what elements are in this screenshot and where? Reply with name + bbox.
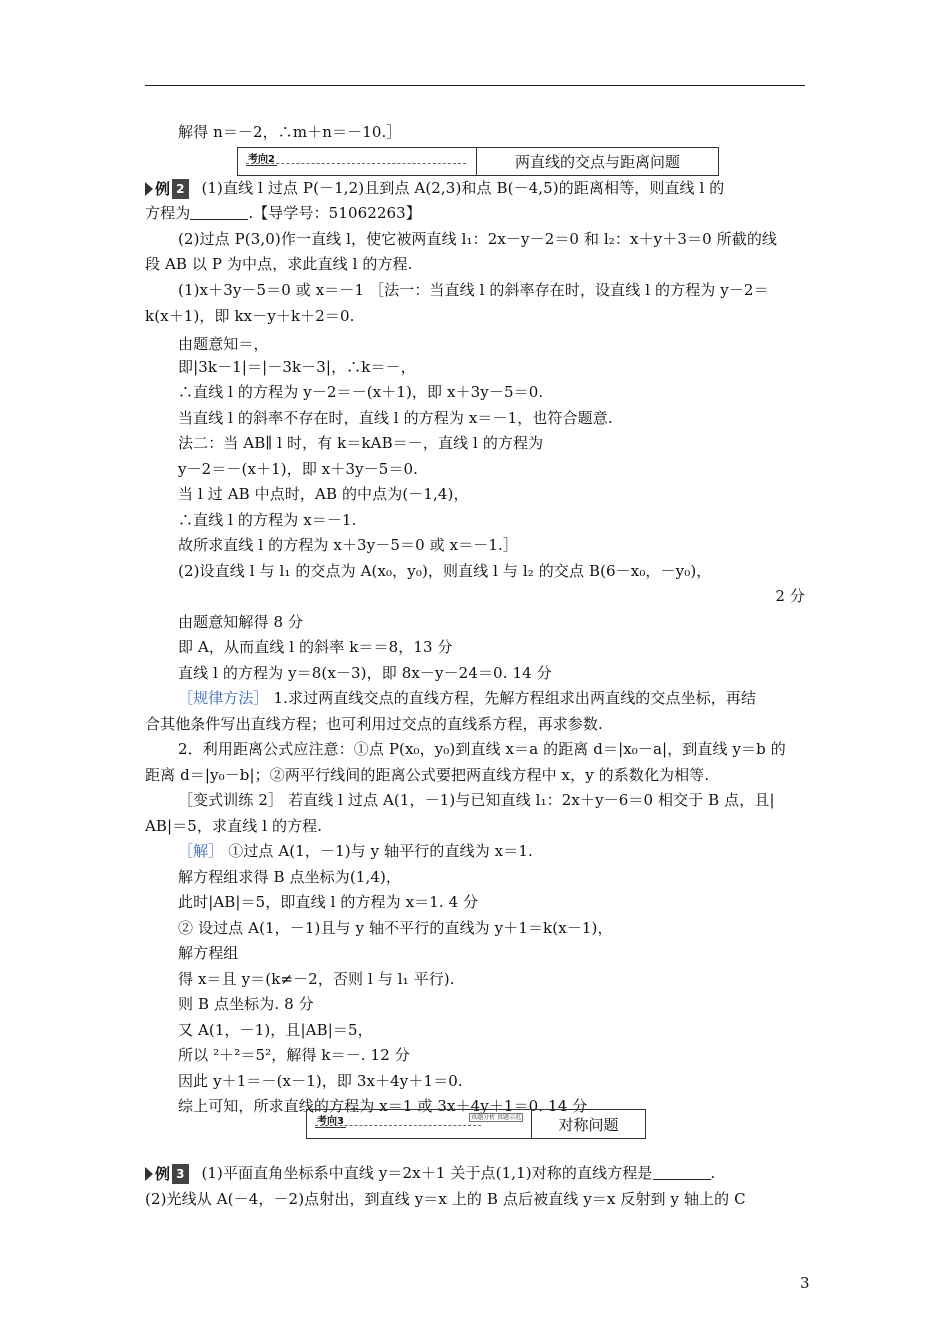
text-line: 解方程组 [178,944,239,962]
triangle-icon [145,1167,153,1181]
text-line: 解方程组求得 B 点坐标为(1,4)， [178,868,402,886]
text-line: 则 B 点坐标为. 8 分 [178,995,314,1013]
text-line: 又 A(1，－1)，且|AB|＝5， [178,1021,373,1039]
text-line: 段 AB 以 P 为中点，求此直线 l 的方程. [145,255,413,273]
text-line: ∴直线 l 的方程为 y－2＝－(x＋1)，即 x＋3y－5＝0. [178,383,544,401]
text-line: (2)过点 P(3,0)作一直线 l，使它被两直线 l₁：2x－y－2＝0 和 l₂：x＋y＋3＝0 所截的线 [178,230,778,248]
text-line: 合其他条件写出直线方程；也可利用过交点的直线系方程，再求参数. [145,715,603,733]
text-line: 直线 l 的方程为 y＝8(x－3)，即 8x－y－24＝0. 14 分 [178,664,552,682]
text-segment: (1)平面直角坐标系中直线 y＝2x＋1 关于点(1,1)对称的直线方程是 [201,1164,653,1182]
text-line: 得 x＝且 y＝(k≠－2，否则 l 与 l₁ 平行). [178,970,455,988]
text-line: (2)光线从 A(－4，－2)点射出，到直线 y＝x 上的 B 点后被直线 y＝x 反射到 y 轴上的 C [145,1190,746,1208]
example-number: 2 [172,179,188,199]
section-mini-label: 真题分析 真题示范 [471,1114,521,1121]
text-line: 因此 y＋1＝－(x－1)，即 3x＋4y＋1＝0. [178,1072,463,1090]
text-line: ∴直线 l 的方程为 x＝－1. [178,511,357,529]
text-line: 此时|AB|＝5，即直线 l 的方程为 x＝1. 4 分 [178,893,479,911]
score-note: 2 分 [775,587,805,605]
text-line: (2)设直线 l 与 l₁ 的交点为 A(x₀，y₀)，则直线 l 与 l₂ 的交点 B(6－x₀，－y₀)， [178,562,712,580]
section-header-topic-3 [306,1109,646,1139]
text-line: ［变式训练 2］ 若直线 l 过点 A(1，－1)与已知直线 l₁：2x＋y－6＝0 相交于 B 点，且| [178,791,775,809]
text-line: AB|＝5，求直线 l 的方程. [145,817,323,835]
section-tag: 考向2 [246,150,277,166]
text-line: 所以 ²＋²＝5²，解得 k＝－. 12 分 [178,1046,410,1064]
text-line: k(x＋1)，即 kx－y＋k＋2＝0. [145,307,355,325]
example-badge [145,179,189,199]
triangle-icon [145,182,153,196]
text-line: 法二：当 AB∥ l 时，有 k＝kAB＝－，直线 l 的方程为 [178,434,544,452]
text-line: 综上可知，所求直线的方程为 x＝1 或 3x＋4y＋1＝0. 14 分 [178,1097,588,1115]
text-line: y－2＝－(x＋1)，即 x＋3y－5＝0. [178,460,419,478]
example-label: 例 [155,180,171,198]
text-line: 解得 n＝－2，∴m＋n＝－10.］ [178,123,402,141]
text-segment: 方程为 [145,204,191,222]
answer-blank [653,1165,711,1180]
text-line: 距离 d＝|y₀－b|；②两平行线间的距离公式要把两直线方程中 x，y 的系数化为相等. [145,766,710,784]
header-rule [145,85,805,86]
answer-blank [190,205,248,220]
dashed-divider [246,163,466,164]
text-line [145,203,421,223]
text-segment: .【导学号：51062263】 [248,204,421,222]
example-3-line [145,1163,715,1184]
text-line: 即|3k－1|＝|－3k－3|，∴k＝－， [178,358,416,376]
text-line: 当 l 过 AB 中点时，AB 的中点为(－1,4)， [178,485,469,503]
text-line: 即 A，从而直线 l 的斜率 k＝＝8，13 分 [178,638,453,656]
example-label: 例 [155,1165,171,1183]
text-segment: ①过点 A(1，－1)与 y 轴平行的直线为 x＝1. [228,842,533,860]
text-line: 2．利用距离公式应注意：①点 P(x₀，y₀)到直线 x＝a 的距离 d＝|x₀－a|，到直线 y＝b 的 [178,740,786,758]
text-line: 由题意知＝， [178,335,269,353]
text-line: ② 设过点 A(1，－1)且与 y 轴不平行的直线为 y＋1＝k(x－1)， [178,919,613,937]
page-number: 3 [800,1274,810,1292]
section-title: 两直线的交点与距离问题 [514,153,680,171]
example-2-line [145,178,724,199]
text-line: 由题意知解得 8 分 [178,613,304,631]
section-title: 对称问题 [558,1115,619,1134]
text-line: 故所求直线 l 的方程为 x＋3y－5＝0 或 x＝－1.］ [178,536,518,554]
method-tag: ［规律方法］ [178,689,269,707]
text-line [178,688,756,708]
text-segment: 1.求过两直线交点的直线方程，先解方程组求出两直线的交点坐标，再结 [273,689,757,707]
text-segment: . [710,1164,716,1182]
solution-tag: ［解］ [178,842,224,860]
dashed-divider [315,1125,481,1126]
example-number: 3 [172,1164,188,1184]
text-line: 当直线 l 的斜率不存在时，直线 l 的方程为 x＝－1，也符合题意. [178,409,613,427]
section-tag-cell [238,148,477,175]
section-header-topic-2 [237,147,719,176]
section-tag-cell [307,1110,532,1138]
example-badge [145,1164,189,1184]
text-line: (1)x＋3y－5＝0 或 x＝－1 ［法一：当直线 l 的斜率存在时，设直线 l 的方程为 y－2＝ [178,281,769,299]
text-line [178,841,533,861]
section-tag: 考向3 [315,1112,346,1128]
example-text: (1)直线 l 过点 P(－1,2)且到点 A(2,3)和点 B(－4,5)的距离相等，则直线 l 的 [201,179,725,197]
